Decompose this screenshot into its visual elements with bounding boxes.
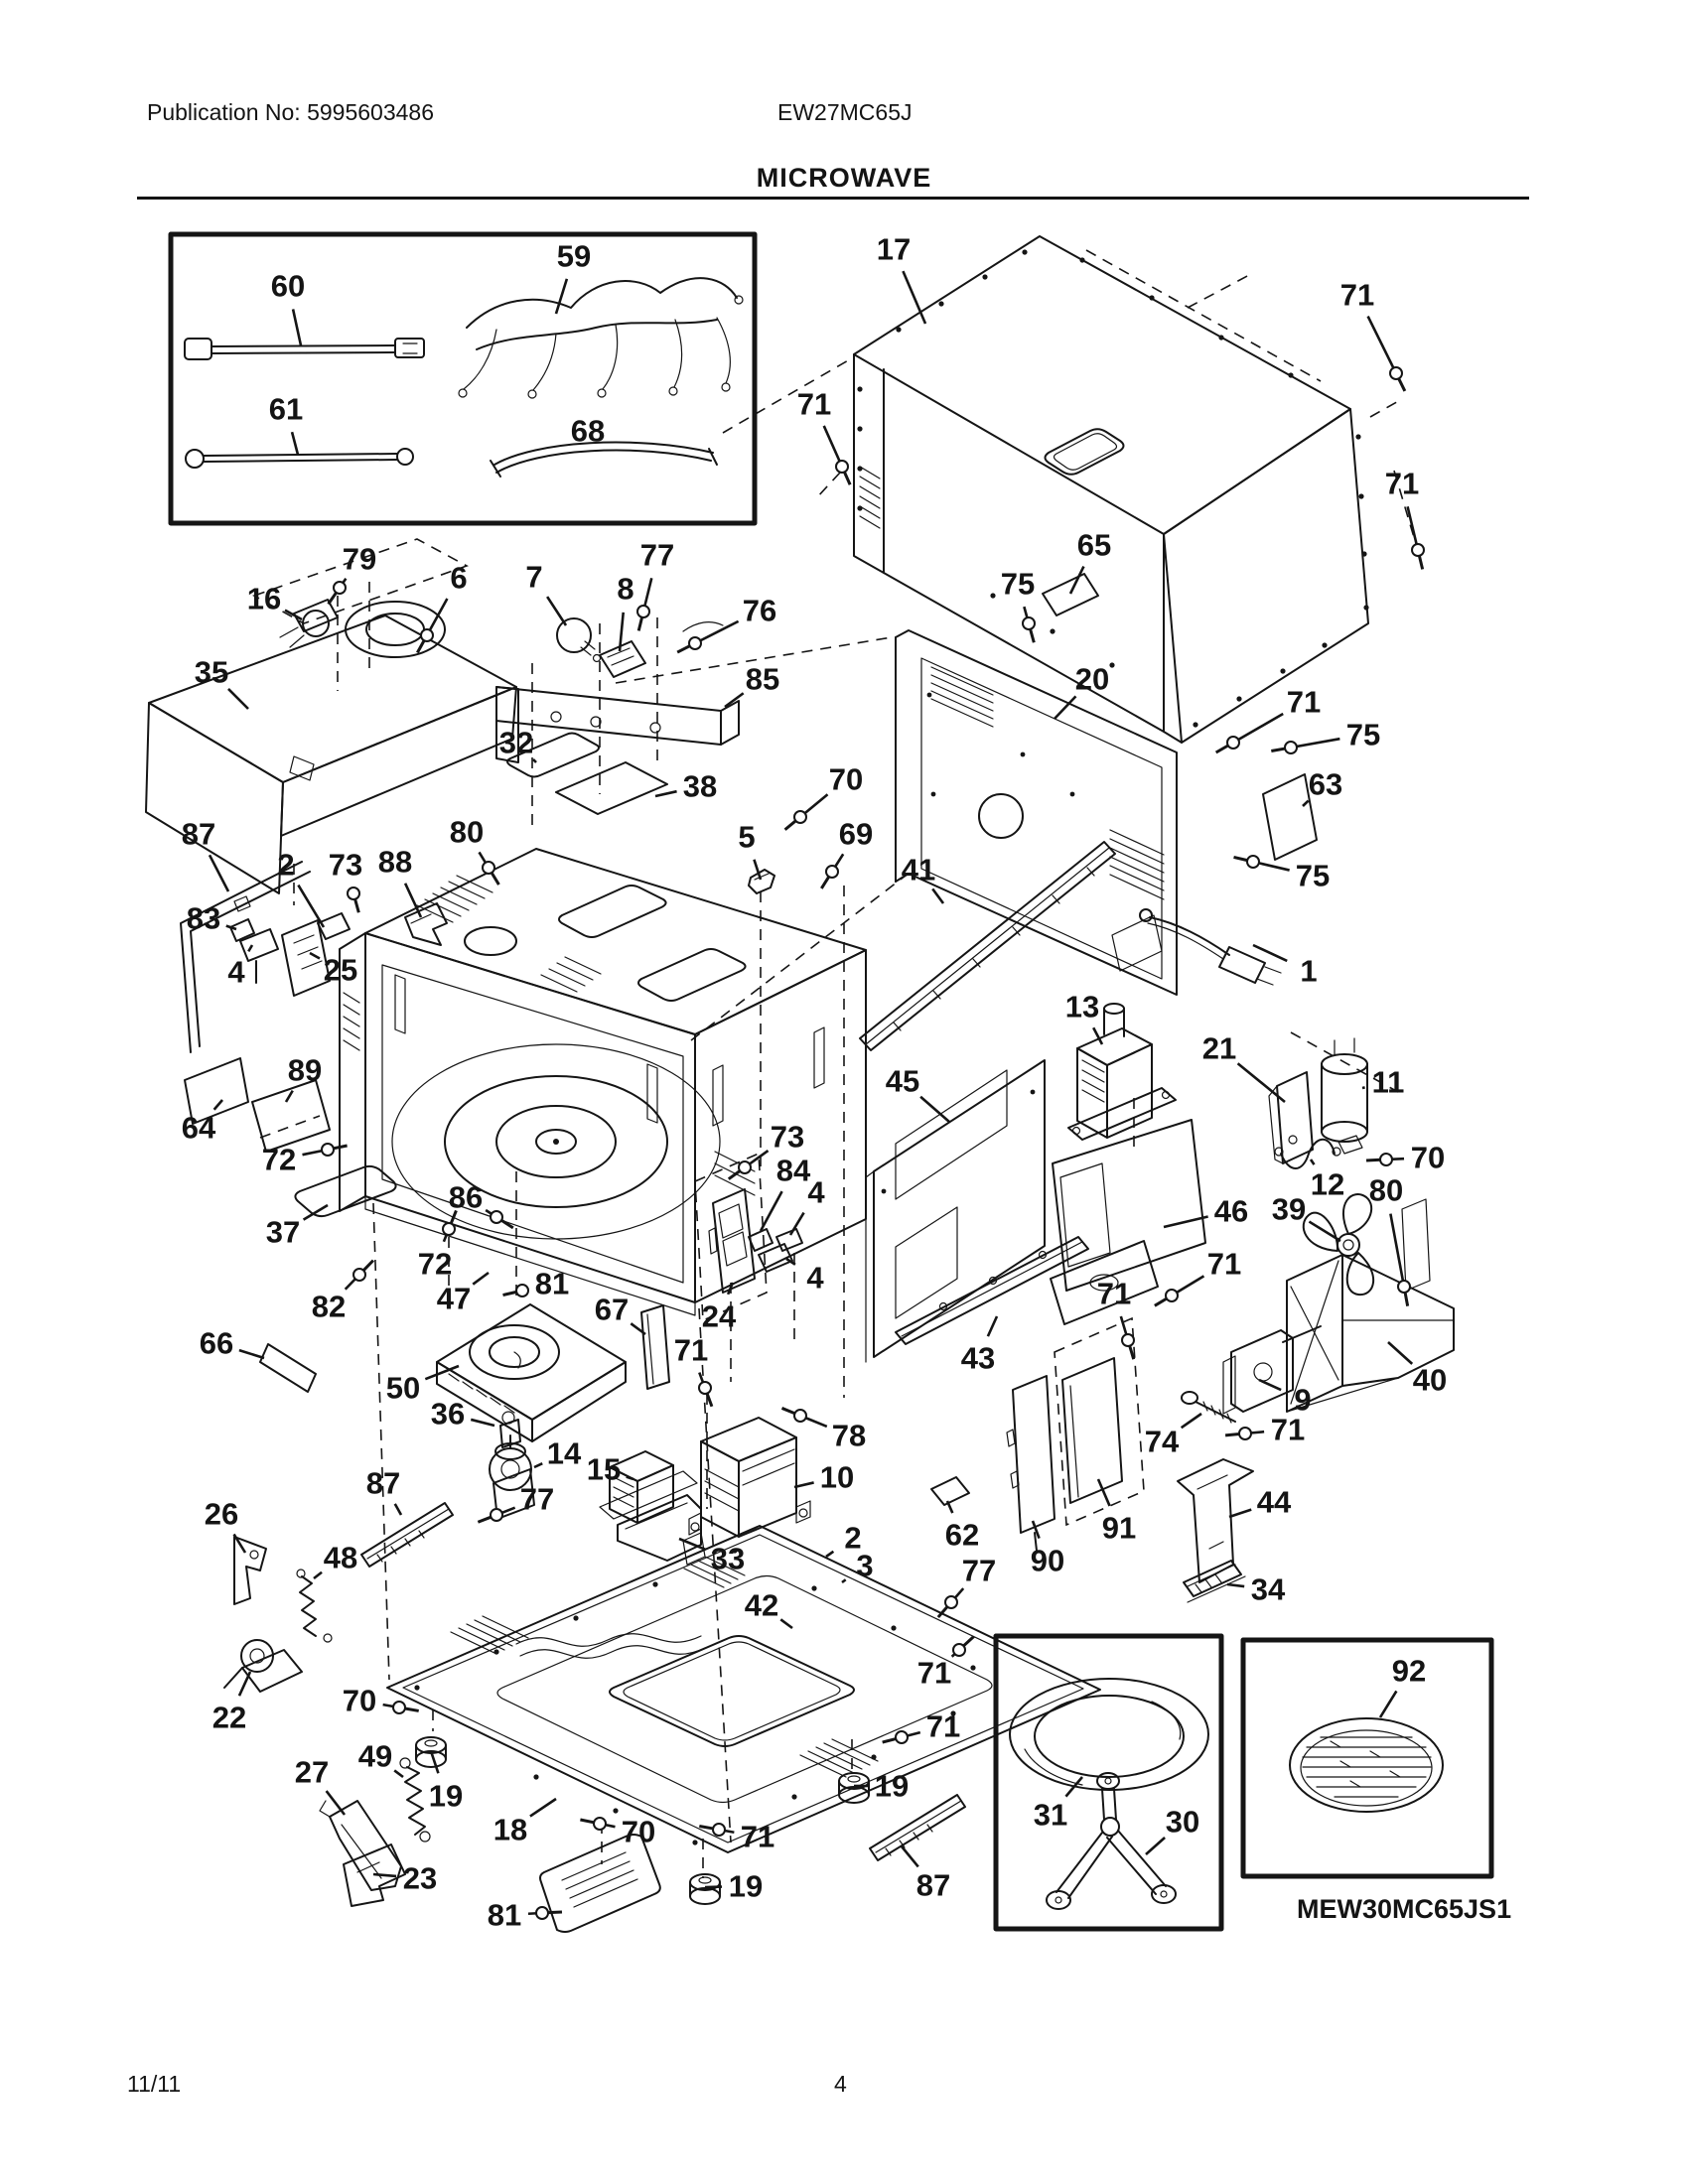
leader-line — [234, 1534, 245, 1553]
leader-line — [1309, 1222, 1340, 1241]
part-label-1: 1 — [1300, 953, 1318, 989]
part-label-45: 45 — [885, 1063, 920, 1099]
screw-icon — [393, 1702, 405, 1713]
screw-shank — [503, 1292, 517, 1295]
part-label-39: 39 — [1271, 1191, 1307, 1227]
part-label-60: 60 — [270, 268, 306, 304]
part-label-50: 50 — [385, 1370, 421, 1406]
leader-line — [314, 1572, 322, 1578]
screw-shank — [334, 1146, 348, 1149]
leader-line — [373, 1874, 396, 1876]
screw-icon — [536, 1907, 548, 1919]
leader-line — [1227, 1584, 1244, 1586]
part-label-15: 15 — [586, 1451, 622, 1487]
leader-line — [1164, 1216, 1208, 1227]
part-label-42: 42 — [744, 1587, 779, 1623]
part-label-65: 65 — [1076, 527, 1112, 563]
screw-shank — [405, 1708, 419, 1710]
part-label-71: 71 — [796, 386, 832, 422]
part-label-92: 92 — [1391, 1653, 1427, 1689]
part-label-4: 4 — [227, 954, 245, 990]
screw-icon — [353, 1269, 365, 1281]
part-label-66: 66 — [199, 1325, 234, 1361]
screw-icon — [896, 1731, 908, 1743]
part-label-33: 33 — [710, 1541, 746, 1576]
leader-line — [902, 1846, 918, 1866]
part-label-80: 80 — [1368, 1172, 1404, 1208]
screw-icon — [794, 811, 806, 823]
screw-icon — [491, 1211, 502, 1223]
leader-line — [533, 759, 536, 762]
screw-shank — [355, 899, 359, 912]
leader-line — [298, 886, 324, 927]
part-label-87: 87 — [181, 816, 216, 852]
leader-line — [1362, 1087, 1365, 1088]
screw-icon — [1023, 617, 1035, 629]
part-label-71: 71 — [740, 1819, 775, 1854]
leader-line — [655, 791, 677, 796]
screw-icon — [953, 1644, 965, 1656]
part-label-40: 40 — [1412, 1362, 1448, 1398]
screw-icon — [421, 629, 433, 641]
footer-revision: 11/11 — [127, 2071, 182, 2097]
leader-line — [826, 1552, 833, 1557]
leader-line — [547, 597, 566, 625]
part-label-67: 67 — [594, 1292, 630, 1327]
part-label-4: 4 — [807, 1174, 825, 1210]
part-label-71: 71 — [1096, 1276, 1132, 1311]
model-number: EW27MC65J — [777, 99, 913, 125]
leader-line — [1291, 739, 1339, 748]
leader-line — [431, 1751, 438, 1773]
part-label-75: 75 — [1295, 858, 1331, 893]
screw-icon — [1398, 1281, 1410, 1293]
part-label-12: 12 — [1310, 1166, 1345, 1202]
leader-line — [228, 689, 248, 709]
screw-shank — [1216, 746, 1228, 752]
screw-shank — [785, 821, 796, 830]
leader-line — [471, 1420, 494, 1426]
cover-sheets — [185, 571, 1317, 1505]
part-label-13: 13 — [1064, 989, 1100, 1024]
screw-shank — [707, 1394, 712, 1407]
part-label-64: 64 — [181, 1110, 216, 1146]
screw-icon — [637, 606, 649, 617]
part-label-71: 71 — [1270, 1412, 1306, 1447]
leader-line — [214, 1100, 222, 1110]
part-label-41: 41 — [901, 852, 936, 887]
part-label-90: 90 — [1030, 1543, 1065, 1578]
part-label-71: 71 — [925, 1708, 961, 1744]
part-label-2: 2 — [844, 1520, 862, 1556]
part-label-91: 91 — [1101, 1510, 1137, 1546]
part-label-4: 4 — [806, 1260, 824, 1296]
leader-line — [239, 1350, 264, 1358]
screw-icon — [1380, 1154, 1392, 1165]
part-label-48: 48 — [323, 1540, 358, 1575]
outer-wrapper-17 — [816, 236, 1416, 743]
part-label-71: 71 — [1286, 684, 1322, 720]
part-label-77: 77 — [961, 1553, 997, 1588]
part-label-30: 30 — [1165, 1804, 1200, 1840]
fan-cluster — [1051, 1120, 1454, 1423]
publication-number: Publication No: 5995603486 — [147, 99, 435, 125]
leader-line — [754, 860, 761, 880]
screw-icon — [1285, 742, 1297, 753]
part-label-14: 14 — [546, 1435, 582, 1471]
screw-shank — [638, 617, 641, 631]
screw-shank — [417, 640, 424, 652]
leader-line — [310, 953, 320, 958]
part-label-70: 70 — [828, 761, 864, 797]
screw-icon — [739, 1161, 751, 1173]
filter-box — [1243, 1640, 1491, 1876]
part-label-71: 71 — [1339, 277, 1375, 313]
leader-line — [1146, 1838, 1165, 1854]
leader-line — [473, 1273, 489, 1285]
door-switch-24 — [695, 1154, 802, 1382]
part-label-73: 73 — [328, 847, 363, 883]
leader-line — [1390, 1214, 1404, 1287]
part-label-81: 81 — [487, 1897, 522, 1933]
side-panel-45 — [866, 1060, 1088, 1362]
screw-shank — [478, 1517, 491, 1522]
part-label-84: 84 — [775, 1153, 811, 1188]
part-label-31: 31 — [1033, 1797, 1068, 1833]
screw-icon — [689, 637, 701, 649]
part-label-69: 69 — [838, 816, 874, 852]
part-label-5: 5 — [738, 819, 756, 855]
screw-shank — [1234, 857, 1248, 860]
screw-icon — [491, 1509, 502, 1521]
screw-icon — [826, 866, 838, 878]
part-label-71: 71 — [673, 1332, 709, 1368]
screw-icon — [1166, 1290, 1178, 1301]
screw-shank — [329, 593, 337, 605]
leader-line — [1388, 1342, 1412, 1364]
part-label-68: 68 — [570, 413, 606, 449]
part-label-76: 76 — [742, 593, 777, 628]
part-label-6: 6 — [450, 560, 468, 596]
part-label-19: 19 — [874, 1768, 910, 1804]
screw-icon — [699, 1382, 711, 1394]
part-label-38: 38 — [682, 768, 718, 804]
part-label-73: 73 — [770, 1119, 805, 1155]
leader-line — [1098, 1479, 1110, 1506]
part-label-36: 36 — [430, 1396, 466, 1432]
part-label-82: 82 — [311, 1289, 347, 1324]
part-label-8: 8 — [617, 571, 634, 607]
part-label-72: 72 — [261, 1142, 297, 1177]
screw-shank — [963, 1636, 973, 1645]
oven-cavity — [340, 849, 906, 1843]
screw-icon — [945, 1596, 957, 1608]
part-label-87: 87 — [915, 1867, 951, 1903]
part-label-75: 75 — [1000, 566, 1036, 602]
leader-line — [1253, 945, 1287, 961]
screw-shank — [492, 873, 498, 885]
part-label-7: 7 — [525, 559, 543, 595]
part-label-77: 77 — [639, 537, 675, 573]
part-label-26: 26 — [204, 1496, 239, 1532]
part-label-78: 78 — [831, 1418, 867, 1453]
leader-line — [725, 693, 744, 707]
leader-line — [293, 309, 301, 345]
part-label-88: 88 — [377, 844, 413, 880]
part-label-70: 70 — [342, 1683, 377, 1718]
leader-line — [1093, 1027, 1102, 1044]
part-label-3: 3 — [856, 1548, 874, 1583]
screw-icon — [836, 461, 848, 473]
part-label-19: 19 — [428, 1778, 464, 1814]
foot-19 — [690, 1874, 720, 1904]
part-label-44: 44 — [1256, 1484, 1292, 1520]
part-label-20: 20 — [1074, 661, 1110, 697]
part-label-71: 71 — [1384, 466, 1420, 501]
part-label-18: 18 — [492, 1812, 528, 1847]
part-label-25: 25 — [323, 952, 358, 988]
leader-line — [239, 1672, 250, 1696]
leader-line — [1380, 1691, 1396, 1717]
part-label-16: 16 — [246, 581, 282, 616]
part-label-75: 75 — [1345, 717, 1381, 752]
screw-shank — [1405, 1293, 1408, 1306]
part-label-43: 43 — [960, 1340, 996, 1376]
part-label-63: 63 — [1308, 766, 1343, 802]
part-label-37: 37 — [265, 1214, 301, 1250]
screw-icon — [443, 1223, 455, 1235]
leader-line — [556, 279, 567, 314]
leader-line — [530, 1799, 556, 1817]
part-label-46: 46 — [1213, 1193, 1249, 1229]
screw-shank — [1271, 749, 1285, 751]
screw-icon — [322, 1144, 334, 1156]
screw-icon — [334, 582, 346, 594]
screw-shank — [548, 1912, 562, 1913]
screw-shank — [781, 1408, 794, 1413]
part-label-85: 85 — [745, 661, 780, 697]
leader-line — [780, 1619, 792, 1628]
leader-line — [534, 1463, 542, 1467]
leader-line — [1229, 1510, 1251, 1517]
leader-line — [1311, 1160, 1315, 1164]
part-label-61: 61 — [268, 391, 304, 427]
part-label-86: 86 — [448, 1179, 484, 1215]
leader-line — [327, 1791, 345, 1815]
leader-line — [248, 945, 252, 951]
screw-icon — [483, 862, 494, 874]
part-label-23: 23 — [402, 1860, 438, 1896]
part-label-72: 72 — [417, 1246, 453, 1282]
part-label-83: 83 — [186, 900, 221, 936]
leader-line — [1055, 696, 1075, 719]
part-label-71: 71 — [916, 1655, 952, 1691]
screw-icon — [516, 1285, 528, 1297]
screw-shank — [821, 877, 828, 888]
leader-line — [292, 432, 298, 455]
leader-line — [627, 1477, 633, 1479]
part-label-22: 22 — [211, 1700, 247, 1735]
part-label-11: 11 — [1371, 1064, 1405, 1100]
part-label-70: 70 — [621, 1814, 656, 1849]
part-label-34: 34 — [1250, 1571, 1286, 1607]
leader-line — [1238, 1063, 1285, 1102]
screw-shank — [1155, 1298, 1167, 1305]
part-label-47: 47 — [436, 1281, 472, 1316]
part-label-62: 62 — [944, 1517, 980, 1553]
screw-shank — [1225, 1434, 1239, 1435]
footer-page-number: 4 — [834, 2071, 847, 2097]
page-title: MICROWAVE — [756, 163, 932, 193]
part-label-89: 89 — [287, 1052, 323, 1088]
screw-shank — [363, 1261, 373, 1271]
part-label-79: 79 — [342, 541, 377, 577]
screw-icon — [1390, 367, 1402, 379]
variant-model-label: MEW30MC65JS1 — [1297, 1894, 1512, 1924]
leader-line — [932, 888, 943, 903]
part-label-21: 21 — [1201, 1030, 1237, 1066]
screw-icon — [1247, 856, 1259, 868]
part-label-70: 70 — [1410, 1140, 1446, 1175]
screw-icon — [713, 1824, 725, 1836]
part-label-24: 24 — [701, 1298, 737, 1334]
screw-icon — [1412, 544, 1424, 556]
leader-line — [1233, 714, 1283, 743]
part-label-80: 80 — [449, 814, 485, 850]
leader-line — [761, 1191, 782, 1231]
part-label-59: 59 — [556, 238, 592, 274]
screw-shank — [1031, 629, 1035, 642]
leader-line — [304, 1205, 328, 1220]
leader-line — [1182, 1414, 1201, 1428]
screw-icon — [594, 1818, 606, 1830]
leader-line — [695, 621, 739, 643]
screw-shank — [580, 1820, 594, 1823]
screw-shank — [699, 1826, 713, 1828]
part-label-81: 81 — [534, 1266, 570, 1301]
part-label-35: 35 — [194, 654, 229, 690]
screw-shank — [1419, 556, 1422, 570]
part-label-74: 74 — [1144, 1424, 1180, 1459]
screw-shank — [1130, 1346, 1134, 1359]
leader-line — [1259, 1380, 1281, 1390]
part-label-71: 71 — [1206, 1246, 1242, 1282]
leader-line — [394, 1770, 403, 1777]
leader-line — [1368, 317, 1396, 373]
part-label-17: 17 — [876, 231, 912, 267]
screw-shank — [677, 646, 689, 652]
leader-line — [842, 1579, 846, 1582]
part-label-49: 49 — [357, 1738, 393, 1774]
screw-icon — [1239, 1428, 1251, 1439]
part-label-77: 77 — [519, 1481, 555, 1517]
screw-icon — [1227, 737, 1239, 749]
part-label-2: 2 — [277, 847, 295, 883]
turntable-box — [996, 1636, 1221, 1929]
part-label-19: 19 — [728, 1868, 764, 1904]
leader-line — [395, 1504, 401, 1515]
part-label-32: 32 — [498, 725, 534, 760]
part-label-9: 9 — [1294, 1382, 1312, 1418]
part-label-10: 10 — [819, 1459, 855, 1495]
leader-line — [988, 1316, 997, 1336]
part-label-27: 27 — [294, 1754, 330, 1790]
screw-shank — [883, 1739, 897, 1743]
leader-line — [286, 1091, 293, 1102]
screw-icon — [1122, 1334, 1134, 1346]
screw-shank — [1399, 378, 1405, 391]
wiring-parts-box — [171, 234, 755, 523]
screw-shank — [844, 472, 850, 484]
screw-icon — [348, 887, 359, 899]
screw-icon — [794, 1410, 806, 1422]
part-label-87: 87 — [365, 1465, 401, 1501]
